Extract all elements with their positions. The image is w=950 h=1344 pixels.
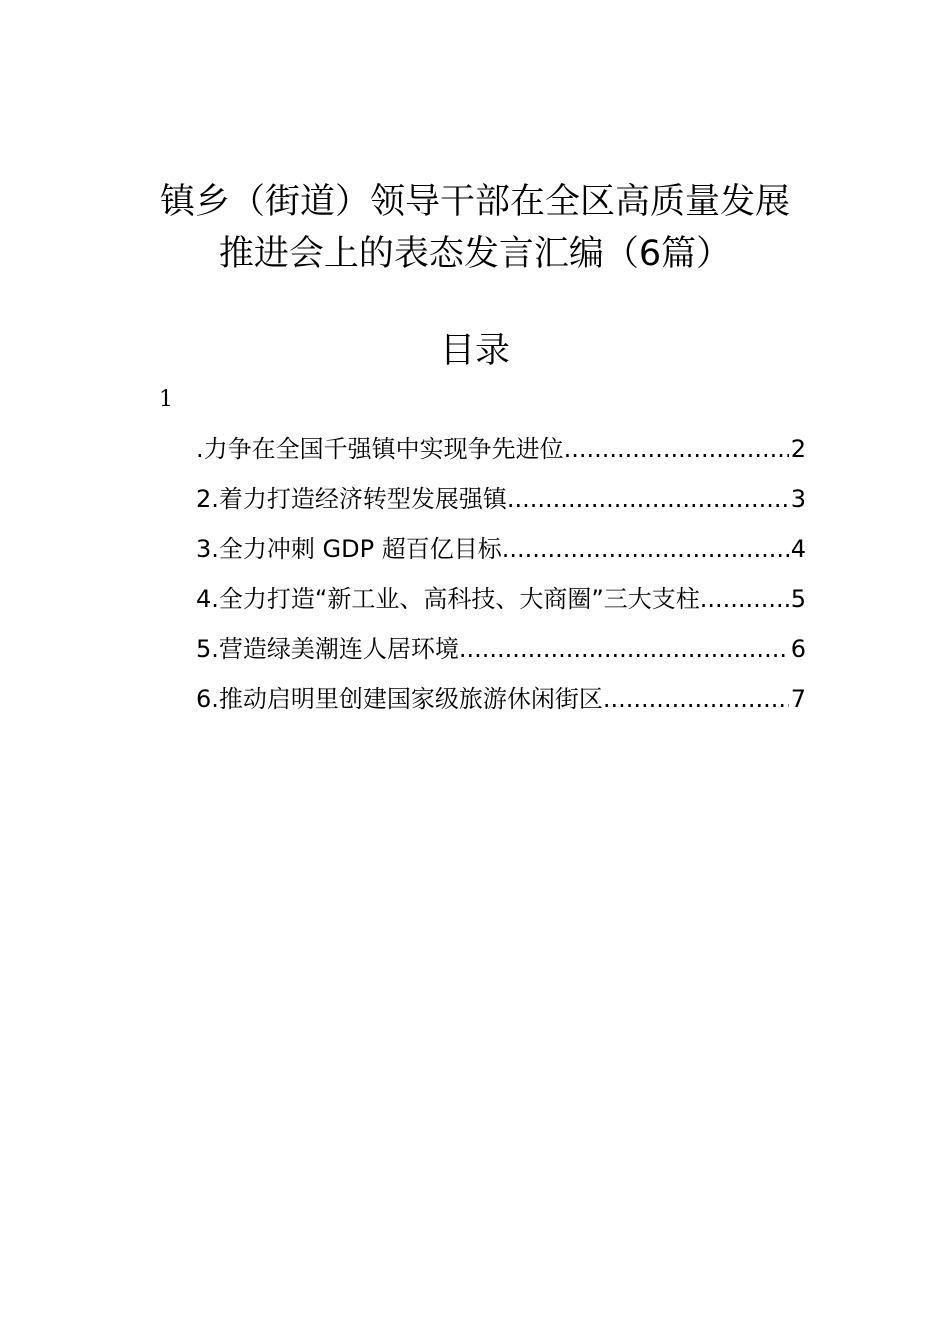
document-title — [0, 176, 950, 280]
toc-entry-page: 7 — [790, 685, 806, 713]
table-of-contents — [196, 430, 806, 730]
toc-entry[interactable] — [196, 580, 806, 630]
toc-dot-leader — [564, 430, 789, 468]
toc-entry-title: 4.全力打造“新工业、高科技、大商圈”三大支柱 — [196, 585, 700, 613]
toc-entry-page: 2 — [790, 435, 806, 463]
toc-entry-title: 5.营造绿美潮连人居环境 — [196, 635, 459, 663]
toc-entry-page: 6 — [790, 635, 806, 663]
toc-dot-leader — [459, 630, 789, 668]
toc-entry-page: 5 — [790, 585, 806, 613]
toc-entry-title: 2.着力打造经济转型发展强镇 — [196, 485, 507, 513]
toc-entry-page: 4 — [790, 535, 806, 563]
toc-dot-leader — [700, 580, 789, 618]
page-number-marker: 1 — [159, 387, 173, 412]
toc-entry[interactable] — [196, 480, 806, 530]
toc-entry-page: 3 — [790, 485, 806, 513]
toc-entry[interactable] — [196, 680, 806, 730]
title-line-2: 推进会上的表态发言汇编（6篇） — [218, 234, 732, 274]
title-line-1: 镇乡（街道）领导干部在全区高质量发展 — [159, 182, 790, 222]
toc-entry[interactable] — [196, 530, 806, 580]
toc-entry-title: .力争在全国千强镇中实现争先进位 — [196, 435, 564, 463]
toc-dot-leader — [507, 480, 789, 518]
toc-dot-leader — [502, 530, 789, 568]
toc-entry-title: 6.推动启明里创建国家级旅游休闲街区 — [196, 685, 603, 713]
toc-dot-leader — [603, 680, 789, 718]
toc-entry[interactable] — [196, 630, 806, 680]
toc-entry-title: 3.全力冲刺 GDP 超百亿目标 — [196, 535, 502, 563]
toc-heading: 目录 — [439, 331, 510, 371]
toc-entry[interactable] — [196, 430, 806, 480]
